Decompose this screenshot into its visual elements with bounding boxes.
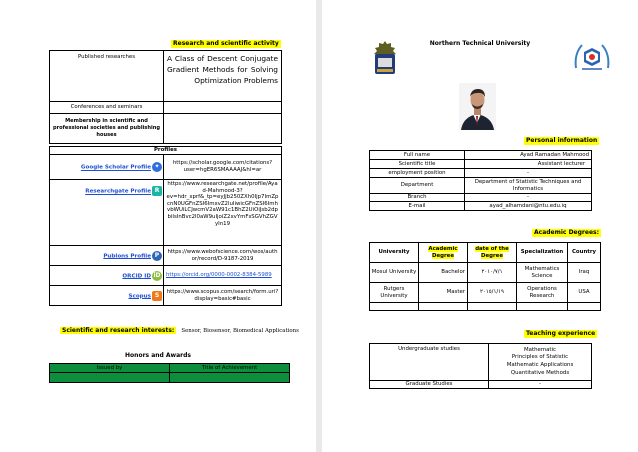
degree-empty-cell [370, 303, 419, 311]
research-table [49, 50, 282, 144]
conferences-label: Conferences and seminars [50, 102, 164, 114]
profiles-table [49, 146, 282, 306]
employment-position-label: employment position [370, 169, 465, 178]
researchgate-url[interactable]: https://www.researchgate.net/profile/Ayad-Mahmood-3?ev=hdr_xprf&_tp=eyJjb250ZXh0Ijp7ImZpcnN0UGFnZSI6ImxvZ2luIiwicGFnZSI6ImhvbWUiLCJwcmV2aW91c1BhZ2UiOiJsb2dpbiIsInBvc2l0aW9uIjoiZ2xvYmFsSGVhZGVyIn19 [164, 180, 282, 246]
degree-row-degree: Bachelor [419, 263, 468, 283]
degree-row-university: Rutgers University [370, 283, 419, 303]
degree-row-date: ٢٠١٥/١/١٩ [468, 283, 517, 303]
researchgate-row [50, 180, 164, 246]
full-name-value: Ayad Ramadan Mahmood [465, 151, 592, 160]
interests-label: Scientific and research interests: [62, 327, 175, 334]
scientific-title-value: Assistant lecturer [465, 160, 592, 169]
university-name: Northern Technical University [429, 40, 531, 47]
degrees-header-country: Country [568, 243, 601, 263]
google-scholar-icon[interactable]: ✦ [152, 162, 162, 172]
membership-value [164, 114, 282, 144]
researchgate-icon[interactable]: R [152, 186, 162, 196]
scopus-row [50, 286, 164, 306]
personal-info-title: Personal information [526, 137, 598, 144]
branch-value: - [465, 194, 592, 202]
degree-empty-cell [517, 303, 568, 311]
honors-col-issued: Issued by [50, 364, 170, 373]
honors-empty-cell [50, 373, 170, 383]
undergrad-label: Undergraduate studies [370, 344, 489, 381]
university-logo-right [572, 40, 612, 76]
google-scholar-link[interactable]: Google Scholar Profile [80, 164, 151, 171]
course-item: Mathematic [524, 346, 556, 353]
degree-row-specialization: Mathematics Science [517, 263, 568, 283]
personal-info-table [369, 150, 592, 211]
profiles-header: Profiles [50, 147, 282, 155]
degree-row-specialization: Operations Research [517, 283, 568, 303]
research-activity-title: Research and scientific activity [173, 40, 279, 47]
course-item: Mathematic Applications [506, 362, 574, 368]
email-value[interactable]: ayad_alhamdani@ntu.edu.iq [465, 202, 592, 211]
course-item: Quantitative Methods [510, 369, 570, 376]
degrees-header-university: University [370, 243, 419, 263]
orcid-icon[interactable]: iD [153, 271, 161, 279]
degree-empty-cell [419, 303, 468, 311]
left-page [0, 0, 316, 452]
teaching-experience-title: Teaching experience [526, 330, 596, 337]
conferences-value [164, 102, 282, 114]
profile-photo [459, 83, 496, 130]
scopus-url[interactable]: https://www.scopus.com/search/form.uri?display=basic#basic [164, 286, 282, 306]
degree-row-university: Mosul University [370, 263, 419, 283]
email-label: E-mail [370, 202, 465, 211]
course-item: Principles of Statistic [511, 354, 569, 361]
degree-row-degree: Master [419, 283, 468, 303]
scopus-link[interactable]: Scopus [128, 293, 151, 299]
orcid-row [50, 266, 164, 286]
honors-col-title: Title of Achievement [170, 364, 290, 373]
google-scholar-row [50, 155, 164, 180]
researchgate-link[interactable]: Researchgate Profile [85, 188, 151, 195]
publons-url[interactable]: https://www.webofscience.com/wos/author/record/D-9187-2019 [164, 246, 282, 266]
degree-row-country: USA [568, 283, 601, 303]
degrees-header-degree [419, 243, 468, 263]
department-label: Department [370, 178, 465, 194]
publons-row [50, 246, 164, 266]
scientific-title-label: Scientific title [370, 160, 465, 169]
degrees-header-specialization: Specialization [517, 243, 568, 263]
degrees-table [369, 242, 601, 311]
degrees-header-date [468, 243, 517, 263]
published-label: Published researches [50, 51, 164, 102]
teaching-table [369, 343, 592, 389]
degree-row-date: ٢٠١٠/٧/١ [468, 263, 517, 283]
published-value: A Class of Descent Conjugate Gradient Methods for Solving Optimization Problems [164, 51, 282, 102]
publons-link[interactable]: Publons Profile [103, 253, 151, 259]
right-page [322, 0, 638, 452]
honors-empty-cell [170, 373, 290, 383]
honors-table [49, 363, 290, 383]
degree-empty-cell [568, 303, 601, 311]
graduate-label: Graduate Studies [370, 381, 489, 389]
degrees-header-date-text: date of the Degree [475, 245, 509, 259]
full-name-label: Full name [370, 151, 465, 160]
degree-empty-cell [468, 303, 517, 311]
interests-line [60, 323, 299, 335]
branch-label: Branch [370, 194, 465, 202]
degrees-header-degree-text: Academic Degree [428, 245, 458, 259]
graduate-value: - [489, 381, 592, 389]
degree-row-country: Iraq [568, 263, 601, 283]
employment-position-value: - [465, 169, 592, 178]
department-value: Department of Statistic Techniques and Informatics [465, 178, 592, 194]
orcid-link[interactable]: ORCID ID [122, 273, 151, 279]
orcid-url[interactable]: https://orcid.org/0000-0002-8384-5989 [164, 266, 282, 286]
academic-degrees-title: Academic Degrees: [534, 229, 599, 236]
honors-title: Honors and Awards [125, 352, 191, 359]
google-scholar-url[interactable]: https://scholar.google.com/citations?user=hgER6SMAAAAJ&hl=ar [164, 155, 282, 180]
scopus-icon[interactable]: S [152, 291, 162, 301]
undergrad-courses [489, 344, 592, 381]
interests-value: Sensor, Biosensor, Biomedical Applications [181, 328, 299, 334]
university-logo-left [372, 40, 398, 76]
membership-label: Membership in scientific and professional societies and publishing houses [50, 114, 164, 144]
publons-icon[interactable]: P [152, 251, 162, 261]
